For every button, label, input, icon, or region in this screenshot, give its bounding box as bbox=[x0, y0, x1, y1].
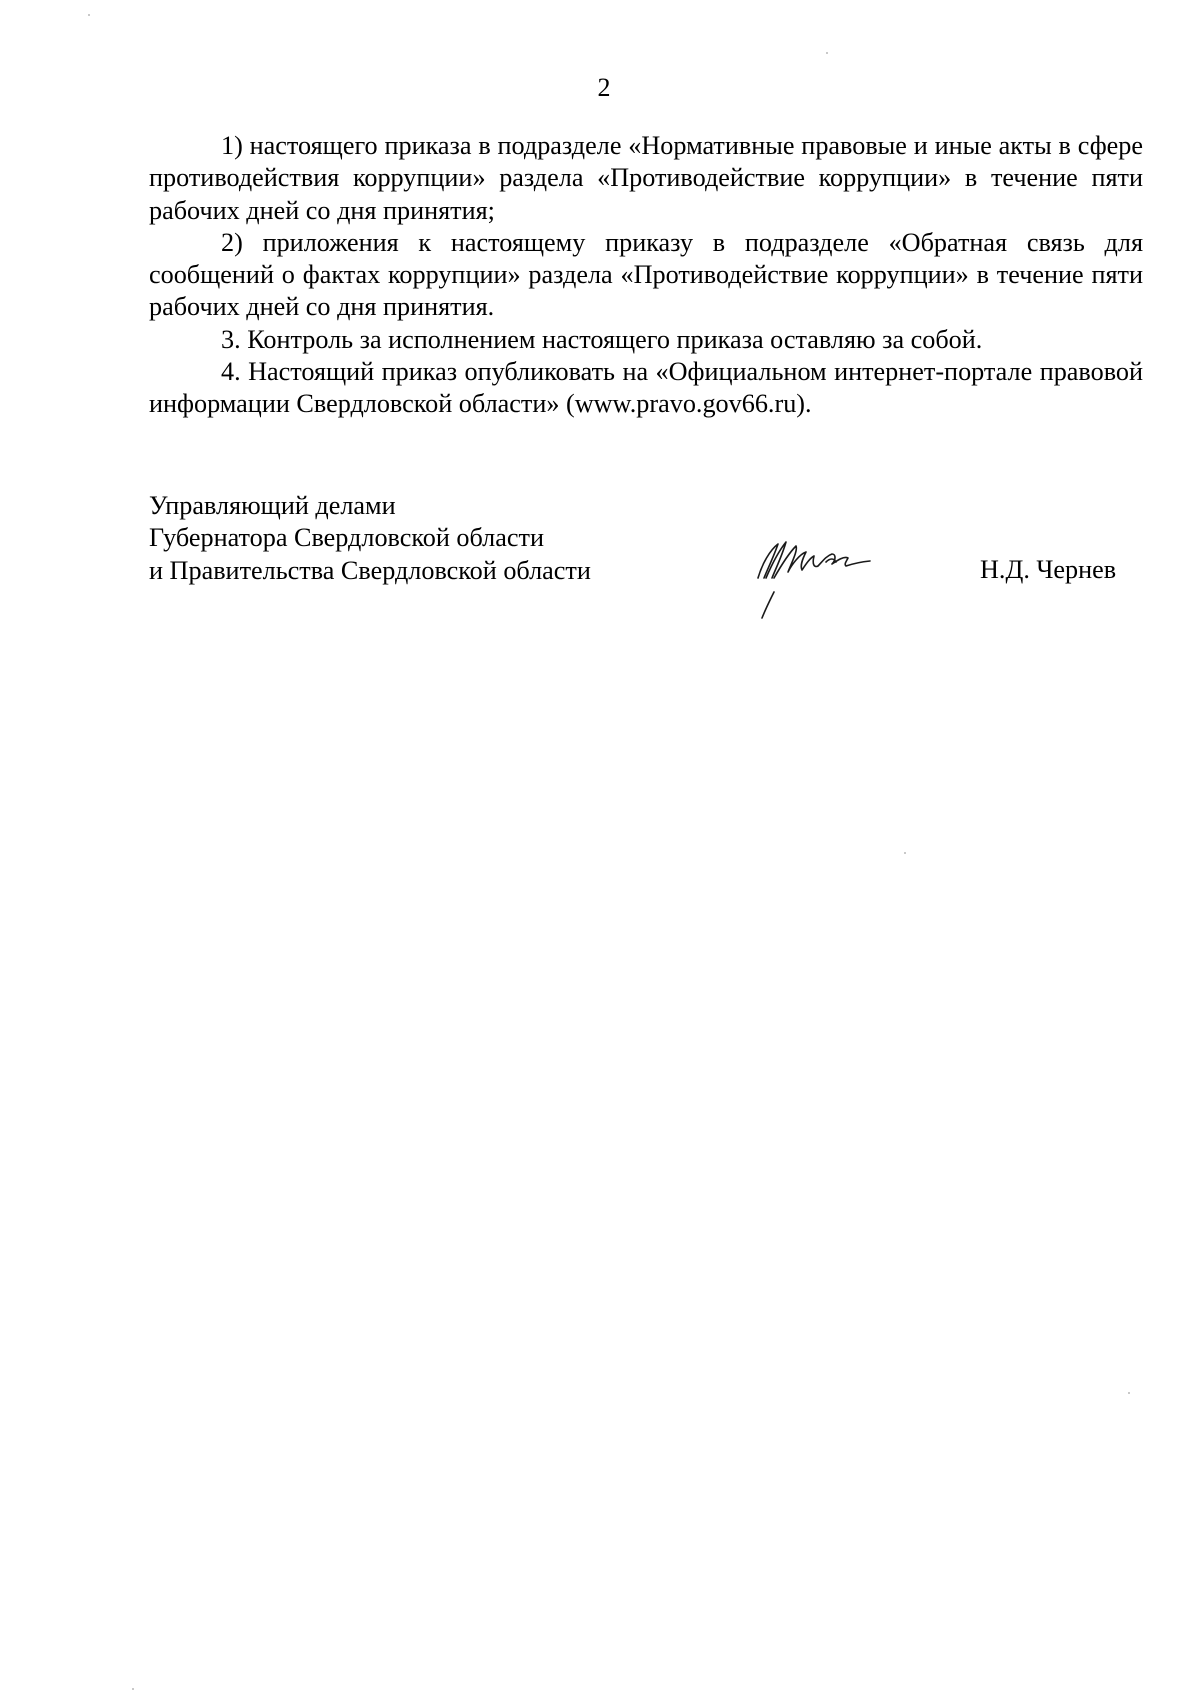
page-number: 2 bbox=[597, 73, 611, 102]
scan-speck bbox=[904, 852, 906, 854]
scan-speck bbox=[1128, 1392, 1130, 1394]
paragraph-item-1: 1) настоящего приказа в подразделе «Нормативные правовые и иные акты в сфере противодействия коррупции» раздела «Противодействие коррупции» в течение пяти рабочих дней со дня принятия; bbox=[149, 131, 1143, 225]
paragraph-item-4: 4. Настоящий приказ опубликовать на «Официальном интернет-портале правовой информации Свердловской области» (www.pravo.gov66.ru). bbox=[149, 357, 1143, 419]
position-line: Управляющий делами bbox=[149, 491, 396, 520]
scan-speck bbox=[826, 52, 828, 54]
position-line: и Правительства Свердловской области bbox=[149, 555, 591, 585]
scan-speck bbox=[132, 1688, 134, 1690]
paragraph-item-3: 3. Контроль за исполнением настоящего приказа оставляю за собой. bbox=[221, 324, 983, 354]
paragraph-item-2: 2) приложения к настоящему приказу в подразделе «Обратная связь для сообщений о фактах коррупции» раздела «Противодействие коррупции» в течение пяти рабочих дней со дня принятия. bbox=[149, 227, 1143, 322]
document-body bbox=[149, 130, 1143, 421]
position-line: Губернатора Свердловской области bbox=[149, 523, 544, 553]
signatory-position bbox=[149, 490, 591, 587]
scan-speck bbox=[88, 14, 90, 16]
signer-name: Н.Д. Чернев bbox=[980, 555, 1117, 584]
handwritten-signature bbox=[752, 534, 882, 624]
